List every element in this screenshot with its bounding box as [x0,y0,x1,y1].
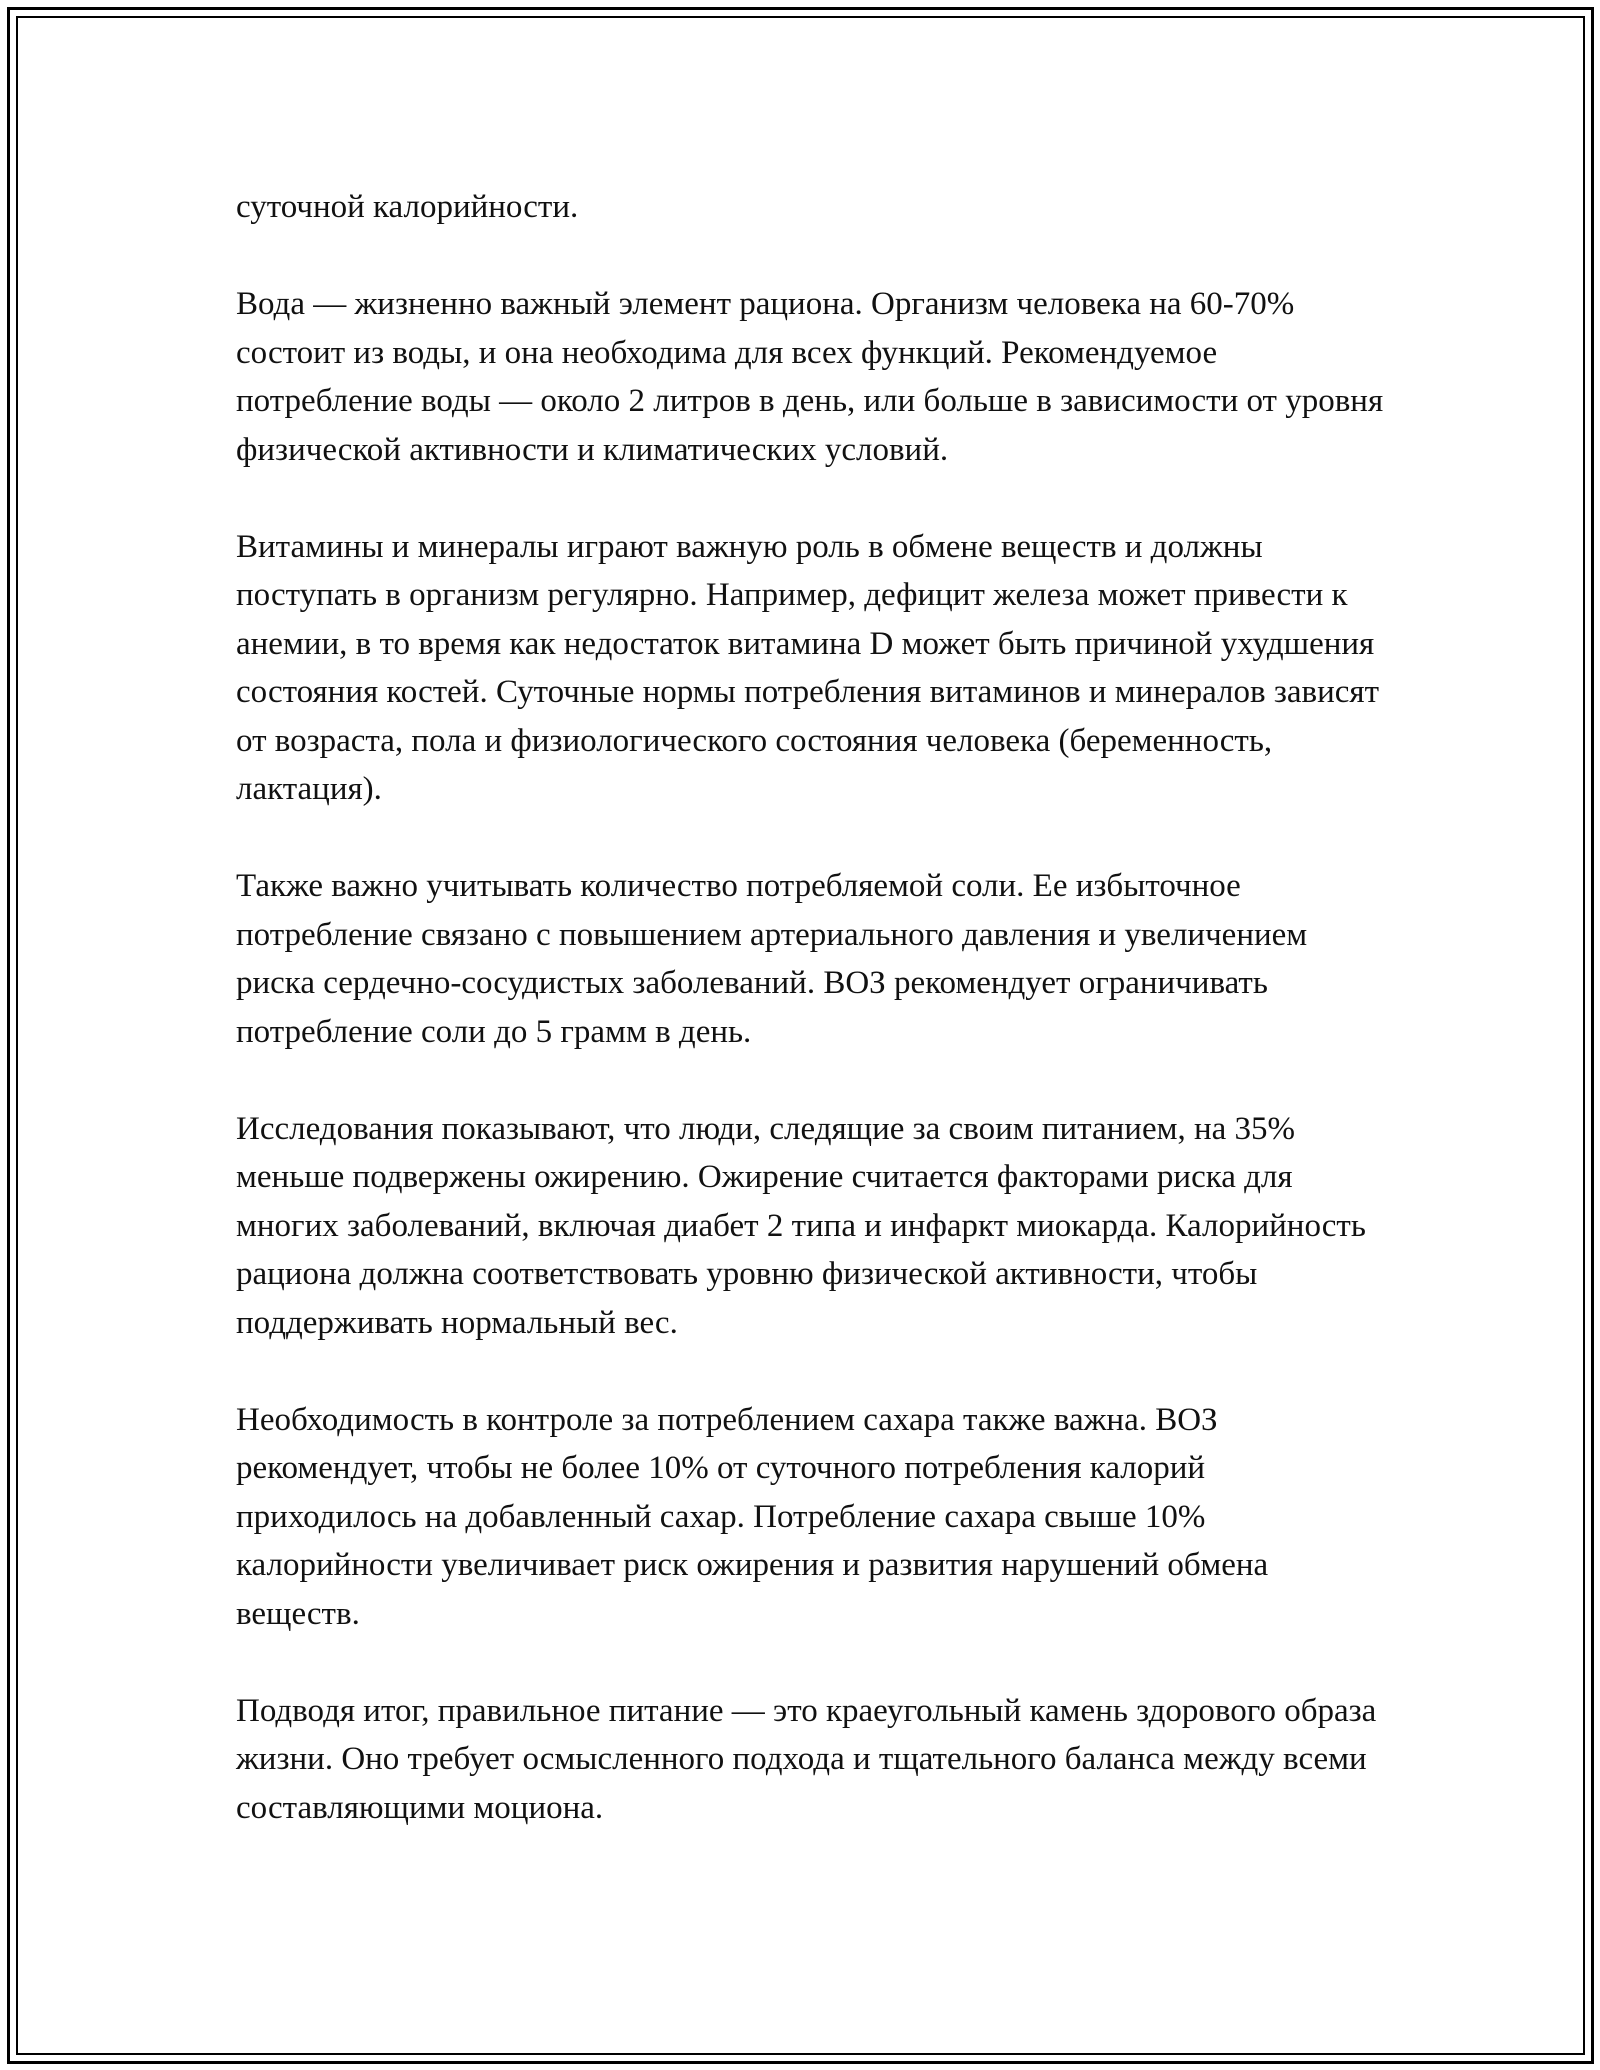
paragraph: Вода — жизненно важный элемент рациона. Организм человека на 60-70% состоит из воды, и она необходима для всех функций. Рекомендуемое потребление воды — около 2 литров в день, или больше в зависимости от уровня физической активности и климатических условий. [236,286,1384,468]
paragraph: Витамины и минералы играют важную роль в обмене веществ и должны поступать в организм регулярно. Например, дефицит железа может привести к анемии, в то время как недостаток витамина D может быть причиной ухудшения состояния костей. Суточные нормы потребления витаминов и минералов зависят от возраста, пола и физиологического состояния человека (беременность, лактация). [236,528,1380,807]
paragraph: Подводя итог, правильное питание — это краеугольный камень здорового образа жизни. Оно требует осмысленного подхода и тщательного баланса между всеми составляющими моциона. [236,1692,1377,1826]
paragraph: суточной калорийности. [236,189,579,225]
document-body [236,183,1386,1881]
paragraph: Исследования показывают, что люди, следящие за своим питанием, на 35% меньше подвержены ожирению. Ожирение считается факторами риска для многих заболеваний, включая диабет 2 типа и инфаркт миокарда. Калорийность рациона должна соответствовать уровню физической активности, чтобы поддерживать нормальный вес. [236,1110,1366,1341]
paragraph: Также важно учитывать количество потребляемой соли. Ее избыточное потребление связано с повышением артериального давления и увеличением риска сердечно-сосудистых заболеваний. ВОЗ рекомендует ограничивать потребление соли до 5 грамм в день. [236,868,1308,1050]
paragraph: Необходимость в контроле за потреблением сахара также важна. ВОЗ рекомендует, чтобы не более 10% от суточного потребления калорий приходилось на добавленный сахар. Потребление сахара свыше 10% калорийности увеличивает риск ожирения и развития нарушений обмена веществ. [236,1401,1269,1632]
